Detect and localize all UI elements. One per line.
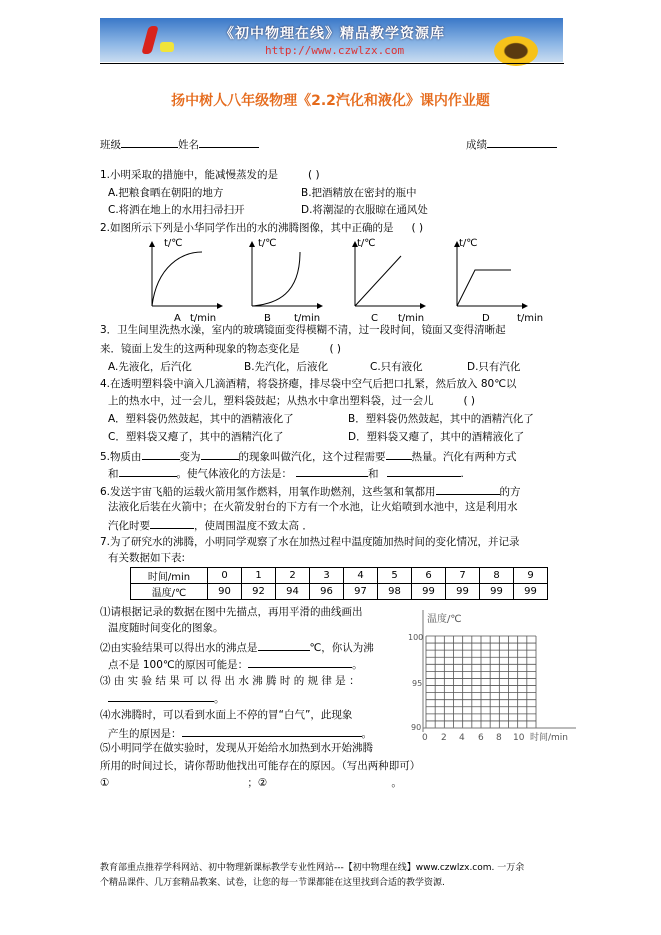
q5-line2: 和 。使气体液化的方法是： 和 . (108, 465, 464, 481)
x-tick: 10 (513, 733, 525, 743)
q2-stem: 2.如图所示下列是小华同学作出的水的沸腾图像，其中正确的是 ( ) (100, 222, 424, 234)
q7-part5a: ⑸小明同学在做实验时，发现从开始给水加热到水开始沸腾 (100, 742, 373, 754)
table-row-time: 时间/min 0 1 2 3 4 5 6 7 8 9 (131, 568, 548, 584)
q3-option-a: A.先液化，后汽化 (108, 361, 192, 373)
q6-line2: 法液化后装在火箭中；在火箭发射台的下方有一个水池，让火焰喷到水池中，这是利用水 (108, 501, 518, 513)
svg-text:t/min: t/min (294, 313, 321, 324)
score-label: 成绩 (466, 139, 487, 151)
blank[interactable] (119, 465, 177, 477)
q5-line1: 5.物质由 变为 的现象叫做汽化，这个过程需要 热量。汽化有两种方式 (100, 448, 517, 464)
q1-option-c: C.将洒在地上的水用扫帚扫开 (108, 204, 245, 216)
q7-part4b: 产生的原因是： 。 (108, 725, 372, 741)
q4-option-a: A．塑料袋仍然鼓起，其中的酒精液化了 (108, 413, 294, 425)
q4-line2: 上的热水中，过一会儿，塑料袋鼓起；从热水中拿出塑料袋，过一会儿 ( ) (108, 395, 476, 407)
blank[interactable] (108, 690, 214, 702)
q4-line1: 4.在透明塑料袋中滴入几滴酒精，将袋挤瘪，排尽袋中空气后把口扎紧，然后放入 80℃以 (100, 378, 517, 390)
curve-c (355, 256, 401, 306)
graph-b (252, 238, 320, 324)
page-title: 扬中树人八年级物理《2.2汽化和液化》课内作业题 (171, 93, 490, 109)
data-table (130, 567, 548, 600)
svg-text:t/min: t/min (517, 313, 544, 324)
graph-d (457, 238, 543, 324)
q7-line1: 7.为了研究水的沸腾，小明同学观察了水在加热过程中温度随加热时间的变化情况，并记录 (100, 536, 520, 548)
svg-text:t/℃: t/℃ (459, 238, 478, 249)
blank[interactable] (387, 465, 461, 477)
blank[interactable] (258, 639, 310, 651)
q7-part5b: 所用的时间过长，请你帮助他找出可能存在的原因。（写出两种即可） (100, 760, 421, 772)
x-tick: 8 (496, 733, 502, 743)
banner-url[interactable]: http://www.czwlzx.com (265, 44, 405, 57)
x-tick: 4 (459, 733, 465, 743)
score-blank[interactable] (487, 136, 557, 148)
q4-option-c: C．塑料袋又瘪了，其中的酒精汽化了 (108, 431, 284, 443)
blank[interactable] (150, 517, 194, 529)
q7-part4a: ⑷水沸腾时，可以看到水面上不停的冒“白气”，此现象 (100, 709, 353, 721)
blank[interactable] (386, 448, 412, 460)
divider (100, 63, 564, 64)
svg-text:B: B (264, 313, 271, 324)
q3-line2: 来．镜面上发生的这两种现象的物态变化是 ( ) (100, 343, 342, 355)
banner-title: 《初中物理在线》精品教学资源库 (220, 26, 445, 42)
q4-option-b: B．塑料袋仍然鼓起，其中的酒精汽化了 (348, 413, 534, 425)
q1-stem: 1.小明采取的措施中，能减慢蒸发的是 ( ) (100, 169, 320, 181)
temperature-grid-chart[interactable] (408, 606, 578, 746)
q6-line3: 汽化时要 ，使周围温度不致太高 ． (108, 517, 313, 533)
svg-text:C: C (371, 313, 378, 324)
y-axis-label: 温度/℃ (427, 614, 462, 625)
graph-c (355, 238, 424, 324)
site-banner (100, 18, 563, 62)
svg-text:t/min: t/min (190, 313, 217, 324)
y-tick: 100 (408, 633, 424, 642)
q4-option-d: D．塑料袋又瘪了，其中的酒精液化了 (348, 431, 525, 443)
q2-graphs (130, 236, 544, 324)
q7-line2: 有关数据如下表: (108, 552, 186, 564)
svg-text:t/℃: t/℃ (258, 238, 277, 249)
student-info-row (100, 136, 259, 152)
class-blank[interactable] (121, 136, 178, 148)
logo-icon (141, 26, 159, 54)
sunflower-icon (494, 36, 538, 66)
svg-text:t/℃: t/℃ (164, 238, 183, 249)
q7-part2a: ⑵由实验结果可以得出水的沸点是 ℃，你认为沸 (100, 639, 374, 655)
class-label: 班级 (100, 139, 121, 151)
q7-part1b: 温度随时间变化的图象。 (108, 622, 224, 634)
x-axis-label: 时间/min (530, 733, 569, 743)
x-tick: 6 (478, 733, 484, 743)
graph-a (152, 238, 220, 324)
curve-b (252, 252, 300, 306)
q7-part5c: ① ；② 。 (100, 777, 402, 789)
svg-text:t/min: t/min (398, 313, 425, 324)
blank[interactable] (436, 483, 500, 495)
q6-line1: 6.发送宇宙飞船的运载火箭用氢作燃料，用氧作助燃剂，这些氢和氧都用 的方 (100, 483, 521, 499)
svg-text:t/℃: t/℃ (357, 238, 376, 249)
logo-icon-accent (160, 42, 174, 52)
q3-option-c: C.只有液化 (370, 361, 423, 373)
q1-option-a: A.把粮食晒在朝阳的地方 (108, 187, 224, 199)
blank[interactable] (182, 725, 362, 737)
curve-d (457, 270, 511, 306)
q1-option-d: D.将潮湿的衣服晾在通风处 (301, 204, 428, 216)
q7-part1a: ⑴请根据记录的数据在图中先描点，再用平滑的曲线画出 (100, 606, 363, 618)
q7-part2b: 点不是 100℃的原因可能是： 。 (108, 656, 363, 672)
footer-line1: 教育部重点推荐学科网站、初中物理新课标教学专业性网站---【初中物理在线】www.czwlzx.com. 一万余 (100, 863, 525, 873)
blank[interactable] (296, 465, 368, 477)
score-row (466, 136, 557, 152)
footer-line2: 个精品课件、几万套精品教案、试卷，让您的每一节课都能在这里找到合适的教学资源. (100, 878, 445, 888)
svg-text:A: A (174, 313, 181, 324)
y-tick: 90 (411, 723, 422, 732)
q1-option-b: B.把酒精放在密封的瓶中 (301, 187, 417, 199)
q3-line1: 3．卫生间里洗热水澡，室内的玻璃镜面变得模糊不清，过一段时间，镜面又变得清晰起 (100, 324, 506, 336)
x-tick: 0 (422, 733, 428, 743)
q3-option-b: B.先汽化，后液化 (244, 361, 329, 373)
q7-part3a: ⑶ 由 实 验 结 果 可 以 得 出 水 沸 腾 时 的 规 律 是 ： (100, 675, 360, 687)
table-row-temp: 温度/℃ 90 92 94 96 97 98 99 99 99 99 (131, 584, 548, 600)
x-tick: 2 (441, 733, 447, 743)
q3-option-d: D.只有汽化 (467, 361, 521, 373)
blank[interactable] (201, 448, 239, 460)
y-tick: 95 (412, 679, 423, 688)
name-label: 姓名 (178, 139, 199, 151)
blank[interactable] (142, 448, 180, 460)
svg-text:D: D (482, 313, 490, 324)
curve-a (152, 252, 202, 306)
name-blank[interactable] (199, 136, 259, 148)
blank[interactable] (248, 656, 352, 668)
q7-part3b: 。 (108, 690, 225, 706)
